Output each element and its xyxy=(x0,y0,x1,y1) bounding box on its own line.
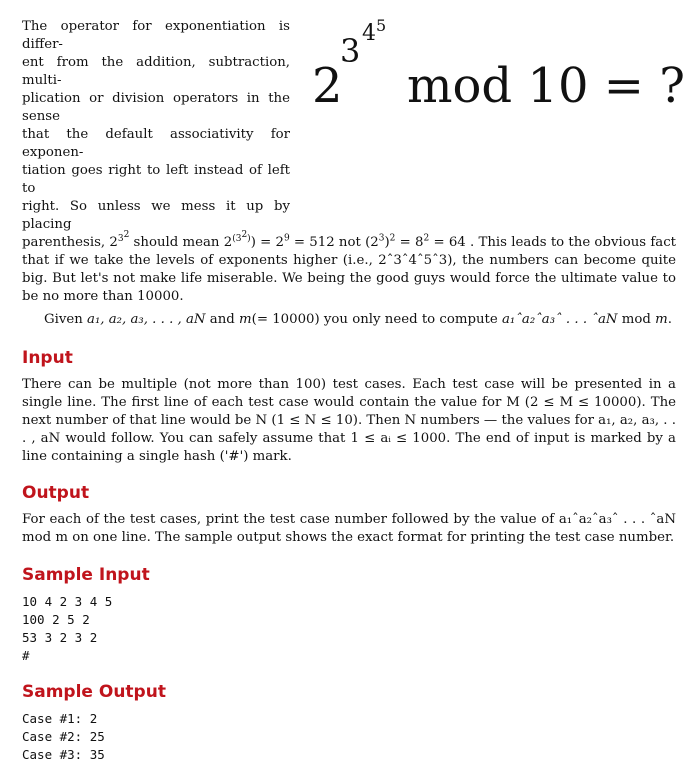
problem-statement xyxy=(22,18,676,764)
formula-base: 2 xyxy=(312,58,343,114)
intro-line: right. So unless we mess it up by placing xyxy=(22,199,290,232)
formula-tail: mod 10 = ? xyxy=(407,58,685,114)
formula-exp3: 5 xyxy=(376,16,387,35)
intro-wrapped xyxy=(22,18,290,234)
sample-input-block xyxy=(22,593,676,665)
intro-line: plication or division operators in the sense xyxy=(22,91,290,124)
sample-input-line: 10 4 2 3 4 5 xyxy=(22,594,113,609)
sample-output-heading: Sample Output xyxy=(22,682,166,702)
intro-paragraph: parenthesis, $2^{3^2}$ should mean $2^{(3^2)}) = 2^9 = 512$ not $(2^3)^2 = 8^2 = 64$ . This leads to the obvious fact that if we take the levels of exponents higher (i.e., 2ˆ3ˆ4ˆ5ˆ3), the numbers can become quite big. But let's not make life miserable. We being the good guys would force the ultimate value to be no more than 10000. xyxy=(22,229,676,304)
sample-input-line: 53 3 2 3 2 xyxy=(22,630,98,645)
task-paragraph: Given a₁, a₂, a₃, . . . , aN and m(= 10000) you only need to compute a₁ˆa₂ˆa₃ˆ . . . ˆaN mod m. xyxy=(44,312,672,327)
input-heading: Input xyxy=(22,348,73,368)
sample-output-line: Case #2: 25 xyxy=(22,729,105,744)
input-description: There can be multiple (not more than 100) test cases. Each test case will be presented in a single line. The first line of each test case would contain the value for M (2 ≤ M ≤ 10000). The next number of that line would be N (1 ≤ N ≤ 10). Then N numbers — the values for a₁, a₂, a₃, . . . , aN would follow. You can safely assume that 1 ≤ aᵢ ≤ 1000. The end of input is marked by a line containing a single hash ('#') mark. xyxy=(22,377,676,464)
output-heading: Output xyxy=(22,483,90,503)
intro-line: ent from the addition, subtraction, multi- xyxy=(22,55,290,88)
formula-exp2: 4 xyxy=(362,21,376,46)
output-description: For each of the test cases, print the test case number followed by the value of a₁ˆa₂ˆa₃ˆ . . . ˆaN mod m on one line. The sample output shows the exact format for printing the test case number. xyxy=(22,512,676,545)
sample-input-line: # xyxy=(22,648,30,663)
intro-line: tiation goes right to left instead of left to xyxy=(22,163,290,196)
sample-output-line: Case #1: 2 xyxy=(22,711,98,726)
intro-line: that the default associativity for exponen- xyxy=(22,127,290,160)
intro-line: The operator for exponentiation is differ- xyxy=(22,19,290,52)
formula-exp1: 3 xyxy=(340,32,361,70)
sample-input-line: 100 2 5 2 xyxy=(22,612,90,627)
sample-input-heading: Sample Input xyxy=(22,565,150,585)
sample-output-block xyxy=(22,710,676,764)
sample-output-line: Case #3: 35 xyxy=(22,747,105,762)
